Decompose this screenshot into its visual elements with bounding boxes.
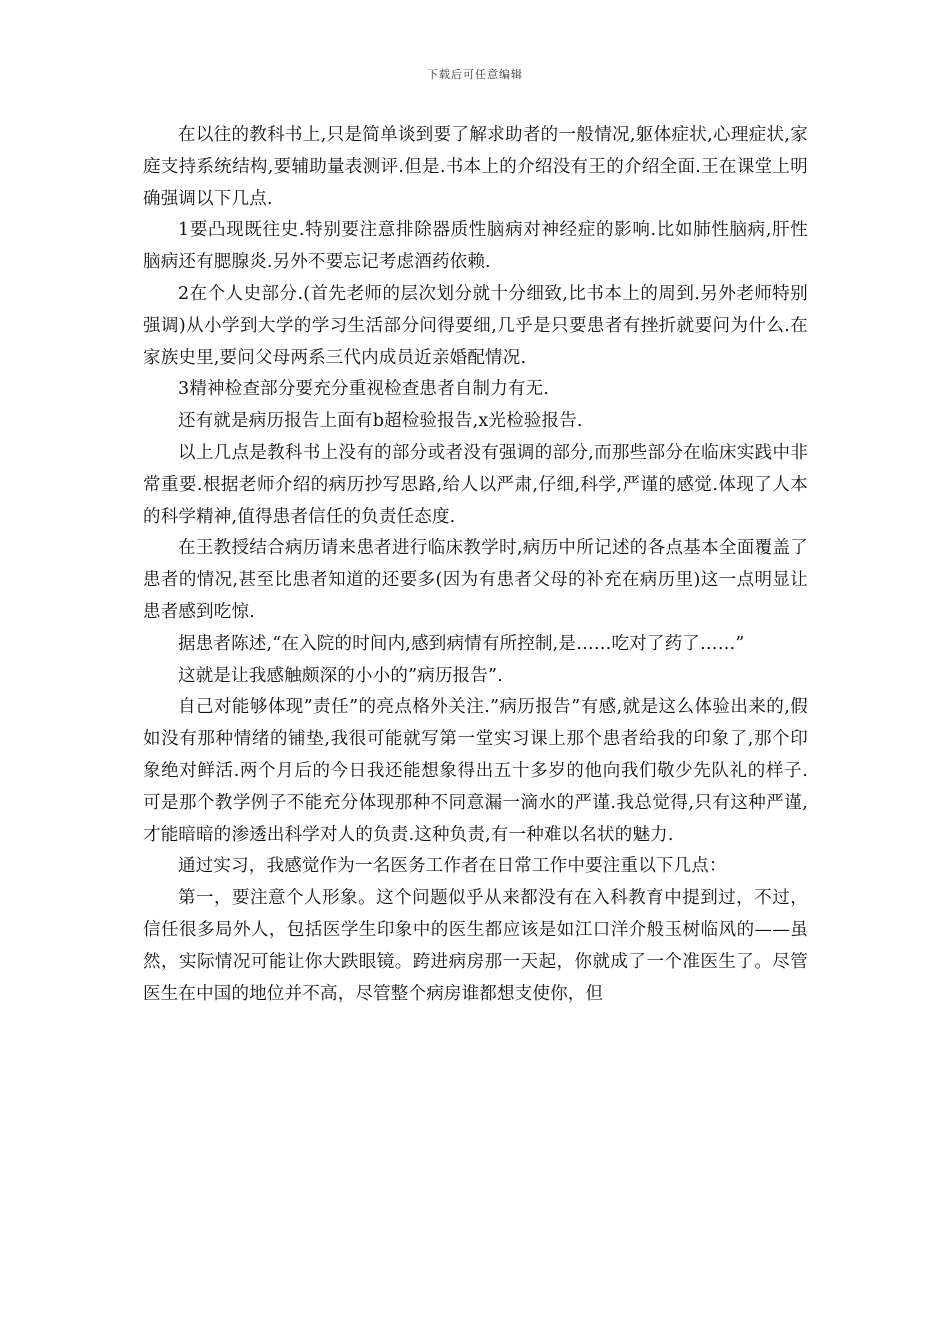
paragraph: 通过实习，我感觉作为一名医务工作者在日常工作中要注重以下几点： [178, 856, 727, 877]
paragraph: 2在个人史部分.(首先老师的层次划分就十分细致,比书本上的周到.另外老师特别强调)从小学到大学的学习生活部分问得要细,几乎是只要患者有挫折就要问为什么.在家族史里,要问父母两系三代内成员近亲婚配情况. [143, 283, 808, 368]
page-header: 下载后可任意编辑 [427, 68, 523, 81]
paragraph: 第一，要注意个人形象。这个问题似乎从来都没有在入科教育中提到过，不过，信任很多局外人，包括医学生印象中的医生都应该是如江口洋介般玉树临风的——虽然，实际情况可能让你大跌眼镜。跨进病房那一天起，你就成了一个准医生了。尽管医生在中国的地位并不高，尽管整个病房谁都想支使你，但 [143, 888, 808, 1004]
paragraph: 3精神检查部分要充分重视检查患者自制力有无. [178, 379, 550, 400]
paragraph: 在以往的教科书上,只是简单谈到要了解求助者的一般情况,躯体症状,心理症状,家庭支持系统结构,要辅助量表测评.但是.书本上的介绍没有王的介绍全面.王在课堂上明确强调以下几点. [143, 125, 808, 209]
paragraph: 在王教授结合病历请来患者进行临床教学时,病历中所记述的各点基本全面覆盖了患者的情况,甚至比患者知道的还要多(因为有患者父母的补充在病历里)这一点明显让患者感到吃惊. [143, 538, 808, 622]
paragraph: 还有就是病历报告上面有b超检验报告,x光检验报告. [178, 411, 583, 432]
paragraph: 以上几点是教科书上没有的部分或者没有强调的部分,而那些部分在临床实践中非常重要.根据老师介绍的病历抄写思路,给人以严肃,仔细,科学,严谨的感觉.体现了人本的科学精神,值得患者信任的负责任态度. [143, 442, 808, 527]
paragraph: 自己对能够体现”责任”的亮点格外关注.”病历报告”有感,就是这么体验出来的,假如没有那种情绪的铺垫,我很可能就写第一堂实习课上那个患者给我的印象了,那个印象绝对鲜活.两个月后的今日我还能想象得出五十多岁的他向我们敬少先队礼的样子.可是那个教学例子不能充分体现那种不同意漏一滴水的严谨.我总觉得,只有这种严谨,才能暗暗的渗透出科学对人的负责.这种负责,有一种难以名状的魅力. [143, 697, 808, 845]
paragraph: 据患者陈述,“在入院的时间内,感到病情有所控制,是……吃对了药了……” [178, 633, 745, 654]
paragraph: 1要凸现既往史.特别要注意排除器质性脑病对神经症的影响.比如肺性脑病,肝性脑病还有腮腺炎.另外不要忘记考虑酒药依赖. [143, 220, 808, 273]
document-body [143, 120, 808, 1010]
paragraph: 这就是让我感触颇深的小小的”病历报告”. [178, 665, 503, 686]
